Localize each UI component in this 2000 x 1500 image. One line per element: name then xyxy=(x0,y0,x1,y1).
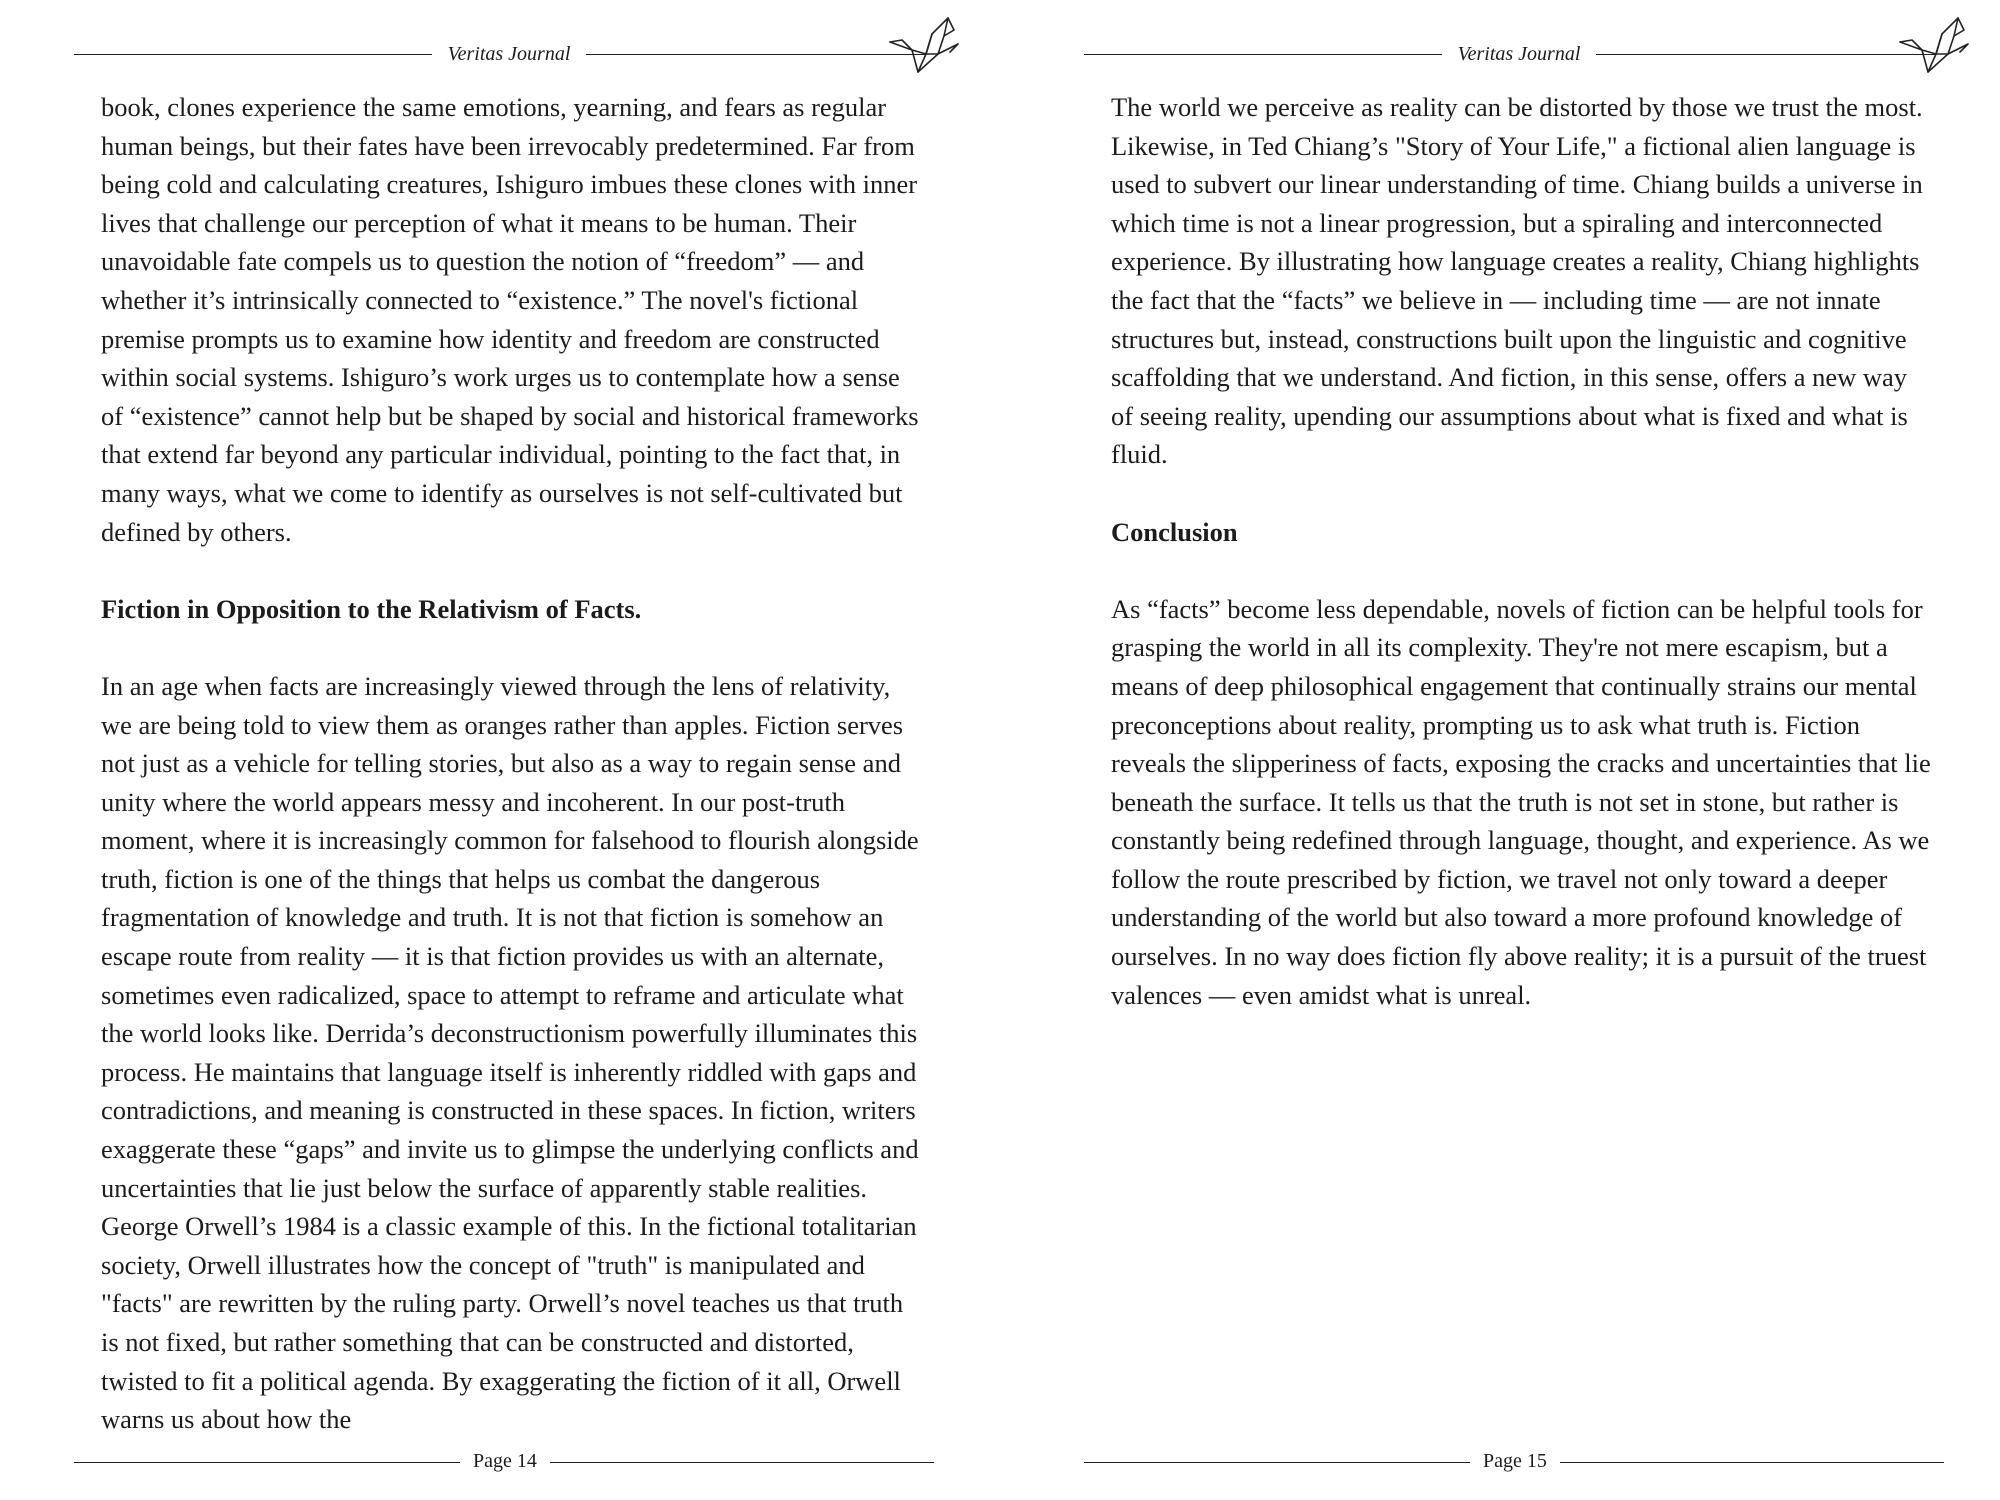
footer-rule-left xyxy=(74,1462,460,1463)
page-header xyxy=(74,40,934,70)
section-heading: Fiction in Opposition to the Relativism of Facts. xyxy=(101,593,642,624)
paragraph-spacer xyxy=(1111,474,1931,513)
journal-title: Veritas Journal xyxy=(1457,43,1581,65)
body-paragraph: In an age when facts are increasingly viewed through the lens of relativity, we are being told to view them as oranges rather than apples. Fiction serves not just as a vehicle for telling stories, but also as a way to regain sense and unity where the world appears messy and incoherent. In our post-truth moment, where it is increasingly common for falsehood to flourish alongside truth, fiction is one of the things that helps us combat the dangerous fragmentation of knowledge and truth. It is not that fiction is somehow an escape route from reality — it is that fiction provides us with an alternate, sometimes even radicalized, space to attempt to reframe and articulate what the world looks like. Derrida’s deconstructionism powerfully illuminates this process. He maintains that language itself is inherently riddled with gaps and contradictions, and meaning is constructed in these spaces. In fiction, writers exaggerate these “gaps” and invite us to glimpse the underlying conflicts and uncertainties that lie just below the surface of apparently stable realities. George Orwell’s 1984 is a classic example of this. In the fictional totalitarian society, Orwell illustrates how the concept of "truth" is manipulated and "facts" are rewritten by the ruling party. Orwell’s novel teaches us that truth is not fixed, but rather something that can be constructed and distorted, twisted to fit a political agenda. By exaggerating the fiction of it all, Orwell warns us about how the xyxy=(101,670,919,1435)
footer-rule-left xyxy=(1084,1462,1470,1463)
paragraph-spacer xyxy=(101,628,921,667)
body-paragraph: The world we perceive as reality can be distorted by those we trust the most. Likewise, in Ted Chiang’s "Story of Your Life," a fictional alien language is used to subvert our linear understanding of time. Chiang builds a universe in which time is not a linear progression, but a spiraling and interconnected experience. By illustrating how language creates a reality, Chiang highlights the fact that the “facts” we believe in — including time — are not innate structures but, instead, constructions built upon the linguistic and cognitive scaffolding that we understand. And fiction, in this sense, offers a new way of seeing reality, upending our assumptions about what is fixed and what is fluid. xyxy=(1111,92,1923,470)
article-body xyxy=(101,88,921,1439)
article-body xyxy=(1111,88,1931,1014)
header-rule-right xyxy=(586,54,926,55)
body-paragraph: book, clones experience the same emotions, yearning, and fears as regular human beings, but their fates have been irrevocably predetermined. Far from being cold and calculating creatures, Ishiguro imbues these clones with inner lives that challenge our perception of what it means to be human. Their unavoidable fate compels us to question the notion of “freedom” — and whether it’s intrinsically connected to “existence.” The novel's fictional premise prompts us to examine how identity and freedom are constructed within social systems. Ishiguro’s work urges us to contemplate how a sense of “existence” cannot help but be shaped by social and historical frameworks that extend far beyond any particular individual, pointing to the fact that, in many ways, what we come to identify as ourselves is not self-cultivated but defined by others. xyxy=(101,92,919,547)
right-page xyxy=(1010,0,2000,1500)
section-heading: Conclusion xyxy=(1111,516,1238,547)
paragraph-spacer xyxy=(1111,551,1931,590)
footer-rule-right xyxy=(1560,1462,1944,1463)
header-rule-left xyxy=(74,54,432,55)
body-paragraph: As “facts” become less dependable, novels of fiction can be helpful tools for grasping the world in all its complexity. They're not mere escapism, but a means of deep philosophical engagement that continually strains our mental preconceptions about reality, prompting us to ask what truth is. Fiction reveals the slipperiness of facts, exposing the cracks and uncertainties that lie beneath the surface. It tells us that the truth is not set in stone, but rather is constantly being redefined through language, thought, and experience. As we follow the route prescribed by fiction, we travel not only toward a deeper understanding of the world but also toward a more profound knowledge of ourselves. In no way does fiction fly above reality; it is a pursuit of the truest valences — even amidst what is unreal. xyxy=(1111,593,1931,1010)
page-number: Page 15 xyxy=(1483,1450,1547,1472)
header-rule-right xyxy=(1596,54,1936,55)
header-rule-left xyxy=(1084,54,1442,55)
paper-crane-icon xyxy=(1898,14,1970,76)
page-footer xyxy=(74,1446,934,1476)
footer-rule-right xyxy=(550,1462,934,1463)
paper-crane-icon xyxy=(888,14,960,76)
page-footer xyxy=(1084,1446,1944,1476)
page-header xyxy=(1084,40,1944,70)
page-number: Page 14 xyxy=(473,1450,537,1472)
paragraph-spacer xyxy=(101,551,921,590)
journal-title: Veritas Journal xyxy=(447,43,571,65)
